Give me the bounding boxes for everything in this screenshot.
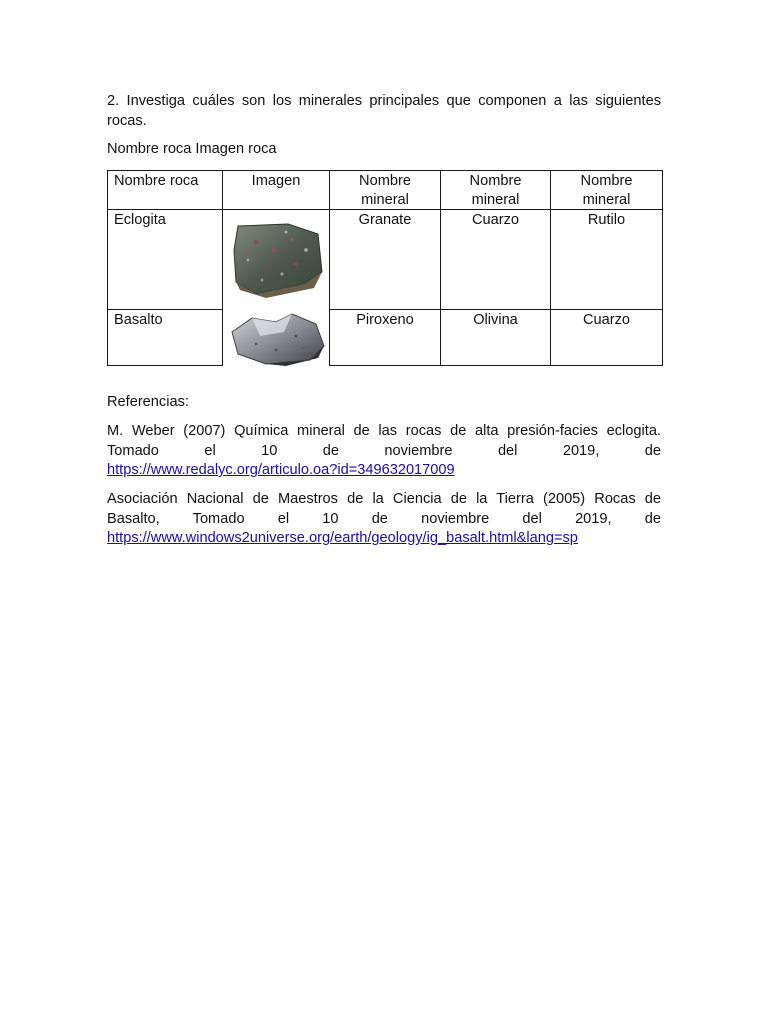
reference-text-line: Asociación Nacional de Maestros de la Ciencia de la Tierra (2005) Rocas de (107, 491, 661, 507)
eclogite-rock-image (226, 220, 326, 300)
mineral-cell: Rutilo (551, 210, 663, 310)
rock-image-cell (223, 310, 330, 366)
table-header-row (108, 171, 663, 210)
header-mineral-1: Nombre mineral (330, 171, 441, 210)
references-heading: Referencias: (107, 394, 189, 410)
minerals-table (107, 170, 663, 366)
reference-item (107, 422, 661, 481)
reference-item (107, 490, 661, 549)
rock-name-cell: Basalto (108, 310, 223, 366)
table-subtitle: Nombre roca Imagen roca (107, 141, 277, 157)
mineral-cell: Cuarzo (551, 310, 663, 366)
reference-link[interactable]: https://www.redalyc.org/articulo.oa?id=349632017009 (107, 462, 455, 478)
rock-name-cell: Eclogita (108, 210, 223, 310)
mineral-cell: Olivina (441, 310, 551, 366)
header-mineral-2: Nombre mineral (441, 171, 551, 210)
reference-text-line: Tomado el 10 de noviembre del 2019, de (107, 442, 661, 459)
question-text: 2. Investiga cuáles son los minerales principales que componen a las siguientes rocas. (107, 93, 661, 129)
mineral-cell: Piroxeno (330, 310, 441, 366)
header-mineral-3: Nombre mineral (551, 171, 663, 210)
reference-text-line: Basalto, Tomado el 10 de noviembre del 2019, de (107, 510, 661, 527)
table-row (108, 310, 663, 366)
rock-image-cell (223, 210, 330, 310)
reference-text-line: M. Weber (2007) Química mineral de las rocas de alta presión-facies eclogita. (107, 423, 661, 439)
header-image: Imagen (223, 171, 330, 210)
reference-link[interactable]: https://www.windows2universe.org/earth/geology/ig_basalt.html&lang=sp (107, 530, 578, 546)
header-rock-name: Nombre roca (108, 171, 223, 210)
table-row (108, 210, 663, 310)
mineral-cell: Granate (330, 210, 441, 310)
basalt-rock-image (226, 310, 326, 366)
mineral-cell: Cuarzo (441, 210, 551, 310)
